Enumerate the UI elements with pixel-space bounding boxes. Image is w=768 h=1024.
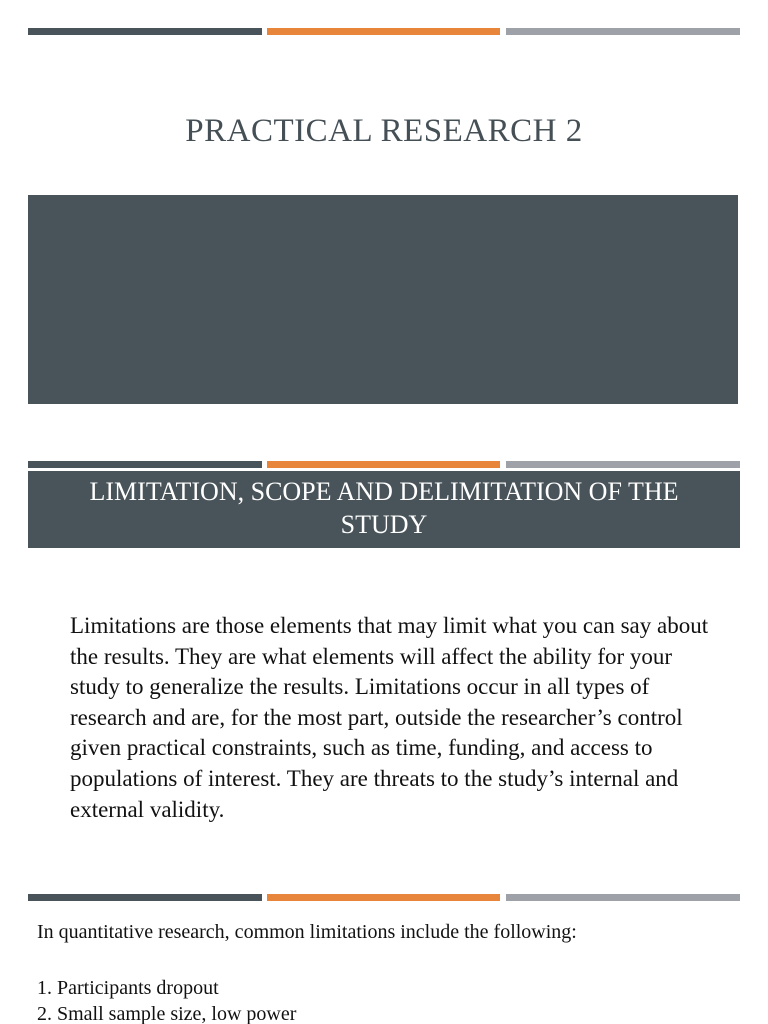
stripe-orange-segment xyxy=(267,28,500,35)
stripe-dark-segment xyxy=(28,894,262,901)
list-item: 2. Small sample size, low power xyxy=(37,1003,297,1024)
top-accent-stripe xyxy=(28,28,740,35)
list-item: 1. Participants dropout xyxy=(37,977,219,999)
stripe-dark-segment xyxy=(28,28,262,35)
slide-title: PRACTICAL RESEARCH 2 xyxy=(185,113,583,149)
stripe-gray-segment xyxy=(506,28,740,35)
stripe-orange-segment xyxy=(267,894,500,901)
third-accent-stripe xyxy=(28,894,740,901)
limitations-list xyxy=(37,975,737,1024)
stripe-gray-segment xyxy=(506,894,740,901)
stripe-dark-segment xyxy=(28,461,262,468)
section-heading-banner xyxy=(28,471,740,548)
stripe-gray-segment xyxy=(506,461,740,468)
section-heading-line-1: LIMITATION, SCOPE AND DELIMITATION OF THE xyxy=(89,477,679,506)
second-accent-stripe xyxy=(28,461,740,468)
stripe-orange-segment xyxy=(267,461,500,468)
section-heading-line-2: STUDY xyxy=(340,510,428,539)
title-slide-dark-panel xyxy=(28,195,738,404)
limitations-paragraph: Limitations are those elements that may limit what you can say about the results. They are what elements will affect the ability for your study to generalize the results. Limitations occur in all types of research and are, for the most part, outside the researcher’s control given practical constraints, such as time, funding, and access to populations of interest. They are threats to the study’s internal and external validity. xyxy=(70,613,709,822)
quantitative-intro-text: In quantitative research, common limitations include the following: xyxy=(37,921,577,943)
